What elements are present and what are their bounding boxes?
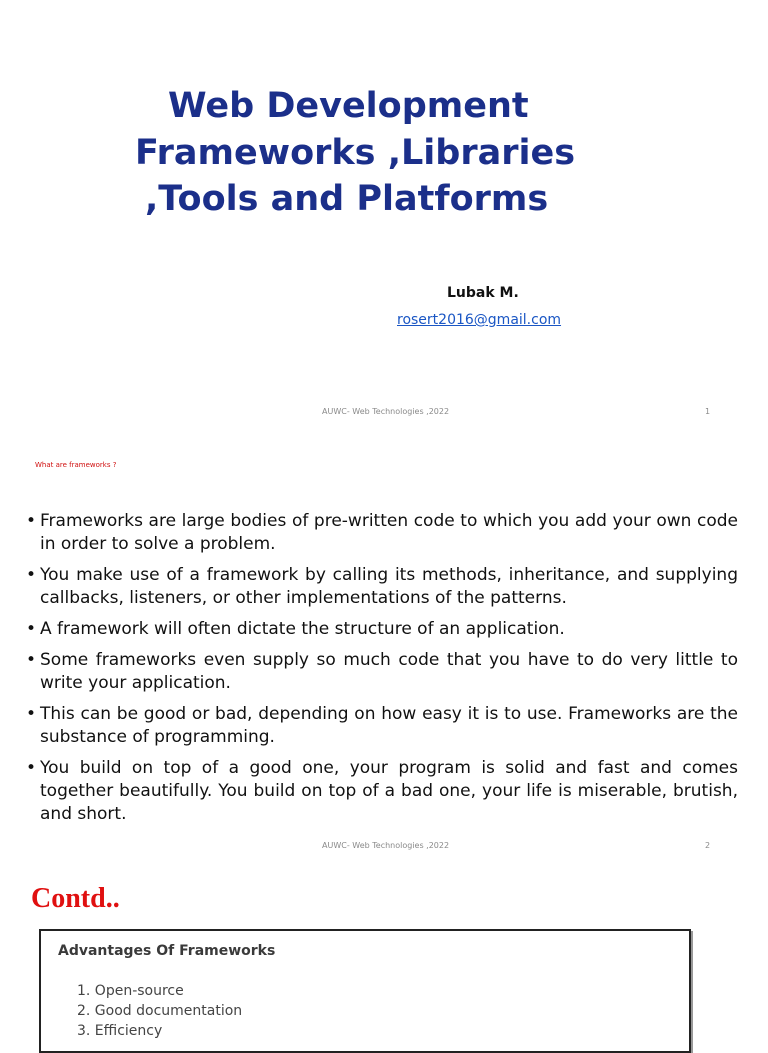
slide-footer: AUWC- Web Technologies ,2022: [322, 841, 450, 850]
title-line-2: Frameworks ,Libraries: [135, 133, 576, 173]
bullet-list: [26, 510, 738, 834]
list-item: 1. Open-source: [77, 983, 184, 999]
bullet-text: A framework will often dictate the structure of an application.: [40, 619, 565, 639]
bullet-item: [26, 649, 738, 695]
bullet-item: [26, 510, 738, 556]
list-item: 2. Good documentation: [77, 1003, 243, 1019]
bullet-icon: •: [26, 704, 37, 724]
bullet-item: [26, 757, 738, 826]
slide-2: [0, 432, 768, 864]
advantages-box: [39, 929, 691, 1053]
bullet-text: This can be good or bad, depending on how easy it is to use. Frameworks are the substance of programming.: [40, 704, 738, 747]
page-number: 2: [705, 841, 711, 850]
title-line-3: ,Tools and Platforms: [145, 179, 549, 219]
bullet-icon: •: [26, 565, 37, 585]
bullet-icon: •: [26, 758, 37, 778]
page-number: 1: [705, 407, 711, 416]
bullet-text: You make use of a framework by calling its methods, inheritance, and supplying callbacks, listeners, or other implementations of the patterns.: [40, 565, 738, 608]
bullet-icon: •: [26, 650, 37, 670]
slide-footer: AUWC- Web Technologies ,2022: [322, 407, 450, 416]
bullet-item: [26, 618, 738, 641]
bullet-icon: •: [26, 619, 37, 639]
bullet-item: [26, 564, 738, 610]
bullet-text: Frameworks are large bodies of pre-written code to which you add your own code in order to solve a problem.: [40, 511, 738, 554]
slide-3: [0, 864, 768, 1039]
slide-heading: What are frameworks ?: [35, 461, 117, 469]
bullet-text: Some frameworks even supply so much code that you have to do very little to write your application.: [40, 650, 738, 693]
slide-1: [0, 0, 768, 432]
advantages-list: [77, 981, 242, 1041]
author-name: Lubak M.: [447, 285, 519, 301]
list-item: 3. Efficiency: [77, 1023, 163, 1039]
contd-heading: Contd..: [31, 883, 120, 914]
bullet-item: [26, 703, 738, 749]
advantages-title: Advantages Of Frameworks: [58, 943, 276, 959]
bullet-icon: •: [26, 511, 37, 531]
bullet-text: You build on top of a good one, your program is solid and fast and comes together beautifully. You build on top of a bad one, your life is miserable, brutish, and short.: [40, 758, 738, 824]
email-link[interactable]: rosert2016@gmail.com: [397, 312, 562, 328]
title-line-1: Web Development: [168, 86, 529, 126]
